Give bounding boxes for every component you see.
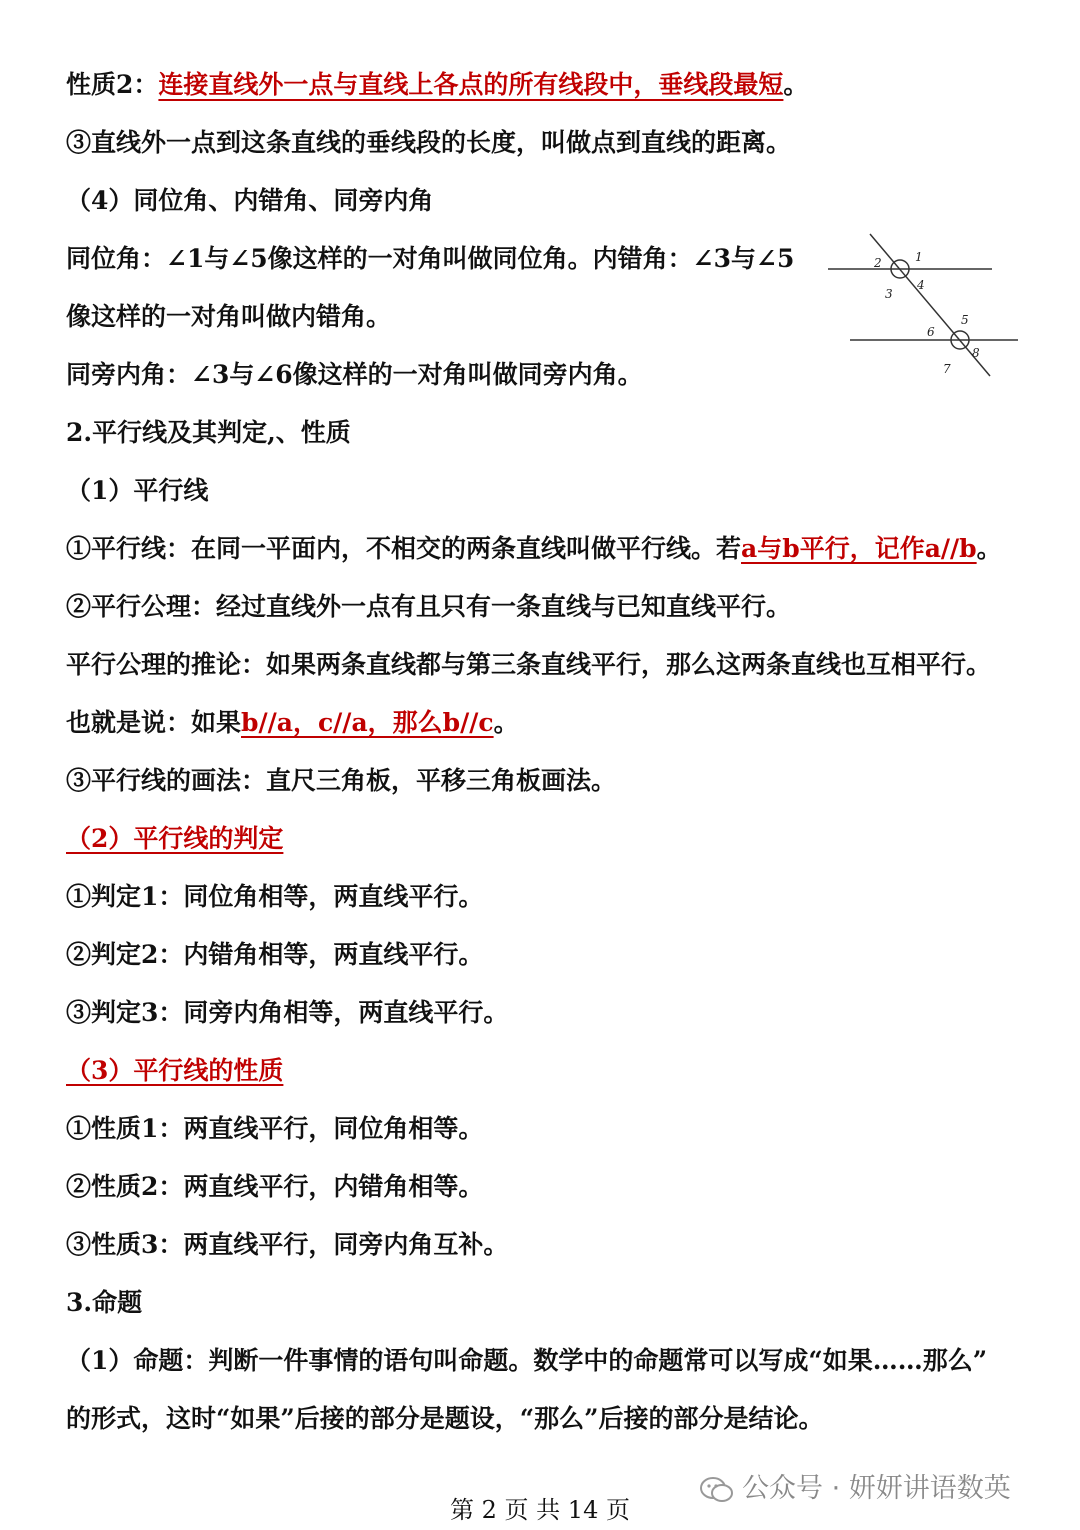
line-24: 的形式，这时“如果”后接的部分是题设，“那么”后接的部分是结论。 (66, 1404, 824, 1433)
line-16: ②判定2：内错角相等，两直线平行。 (66, 940, 484, 969)
page-footer: 第 2 页 共 14 页 (450, 1496, 630, 1524)
line-20: ②性质2：两直线平行，内错角相等。 (66, 1172, 484, 1201)
angle-label-8: 8 (972, 346, 980, 360)
line-8: （1）平行线 (66, 476, 209, 505)
angle-label-5: 5 (961, 313, 969, 327)
angle-label-1: 1 (915, 250, 923, 264)
parallel-def: ①平行线：在同一平面内，不相交的两条直线叫做平行线。若 (66, 534, 742, 563)
line-19: ①性质1：两直线平行，同位角相等。 (66, 1114, 484, 1143)
angle-label-4: 4 (917, 278, 925, 292)
line-2: ③直线外一点到这条直线的垂线段的长度，叫做点到直线的距离。 (66, 128, 792, 157)
line-5: 像这样的一对角叫做内错角。 (66, 302, 392, 331)
period: 。 (976, 534, 1002, 563)
corollary-notation: b//a，c//a，那么b//c (241, 708, 494, 737)
line-9 (66, 532, 1002, 566)
that-is: 也就是说：如果 (66, 708, 242, 737)
period: 。 (493, 708, 519, 737)
line-22: 3.命题 (66, 1288, 143, 1317)
angle-label-3: 3 (885, 287, 893, 301)
line-10: ②平行公理：经过直线外一点有且只有一条直线与已知直线平行。 (66, 592, 792, 621)
angle-label-2: 2 (874, 256, 882, 270)
line-7: 2.平行线及其判定,、性质 (66, 418, 351, 447)
line-6: 同旁内角：∠3与∠6像这样的一对角叫做同旁内角。 (66, 360, 643, 389)
line-13: ③平行线的画法：直尺三角板，平移三角板画法。 (66, 766, 617, 795)
angle-label-6: 6 (927, 325, 935, 339)
heading-judgement: （2）平行线的判定 (66, 824, 284, 853)
parallel-notation: a与b平行，记作a//b (741, 534, 977, 563)
angles-figure (820, 230, 1020, 380)
line-11: 平行公理的推论：如果两条直线都与第三条直线平行，那么这两条直线也互相平行。 (66, 650, 992, 679)
line-21: ③性质3：两直线平行，同旁内角互补。 (66, 1230, 509, 1259)
heading-properties: （3）平行线的性质 (66, 1056, 284, 1085)
period: 。 (783, 70, 809, 99)
line-23: （1）命题：判断一件事情的语句叫命题。数学中的命题常可以写成“如果……那么” (66, 1346, 988, 1375)
watermark-text: 公众号 · 妍妍讲语数英 (742, 1473, 1011, 1504)
property-2-label: 性质2： (66, 70, 159, 99)
line-1 (66, 68, 808, 102)
line-12 (66, 706, 519, 740)
line-17: ③判定3：同旁内角相等，两直线平行。 (66, 998, 509, 1027)
line-15: ①判定1：同位角相等，两直线平行。 (66, 882, 484, 911)
angle-label-7: 7 (943, 362, 951, 376)
property-2-highlight: 连接直线外一点与直线上各点的所有线段中，垂线段最短 (158, 70, 784, 99)
line-4: 同位角：∠1与∠5像这样的一对角叫做同位角。内错角：∠3与∠5 (66, 244, 795, 273)
line-3: （4）同位角、内错角、同旁内角 (66, 186, 434, 215)
